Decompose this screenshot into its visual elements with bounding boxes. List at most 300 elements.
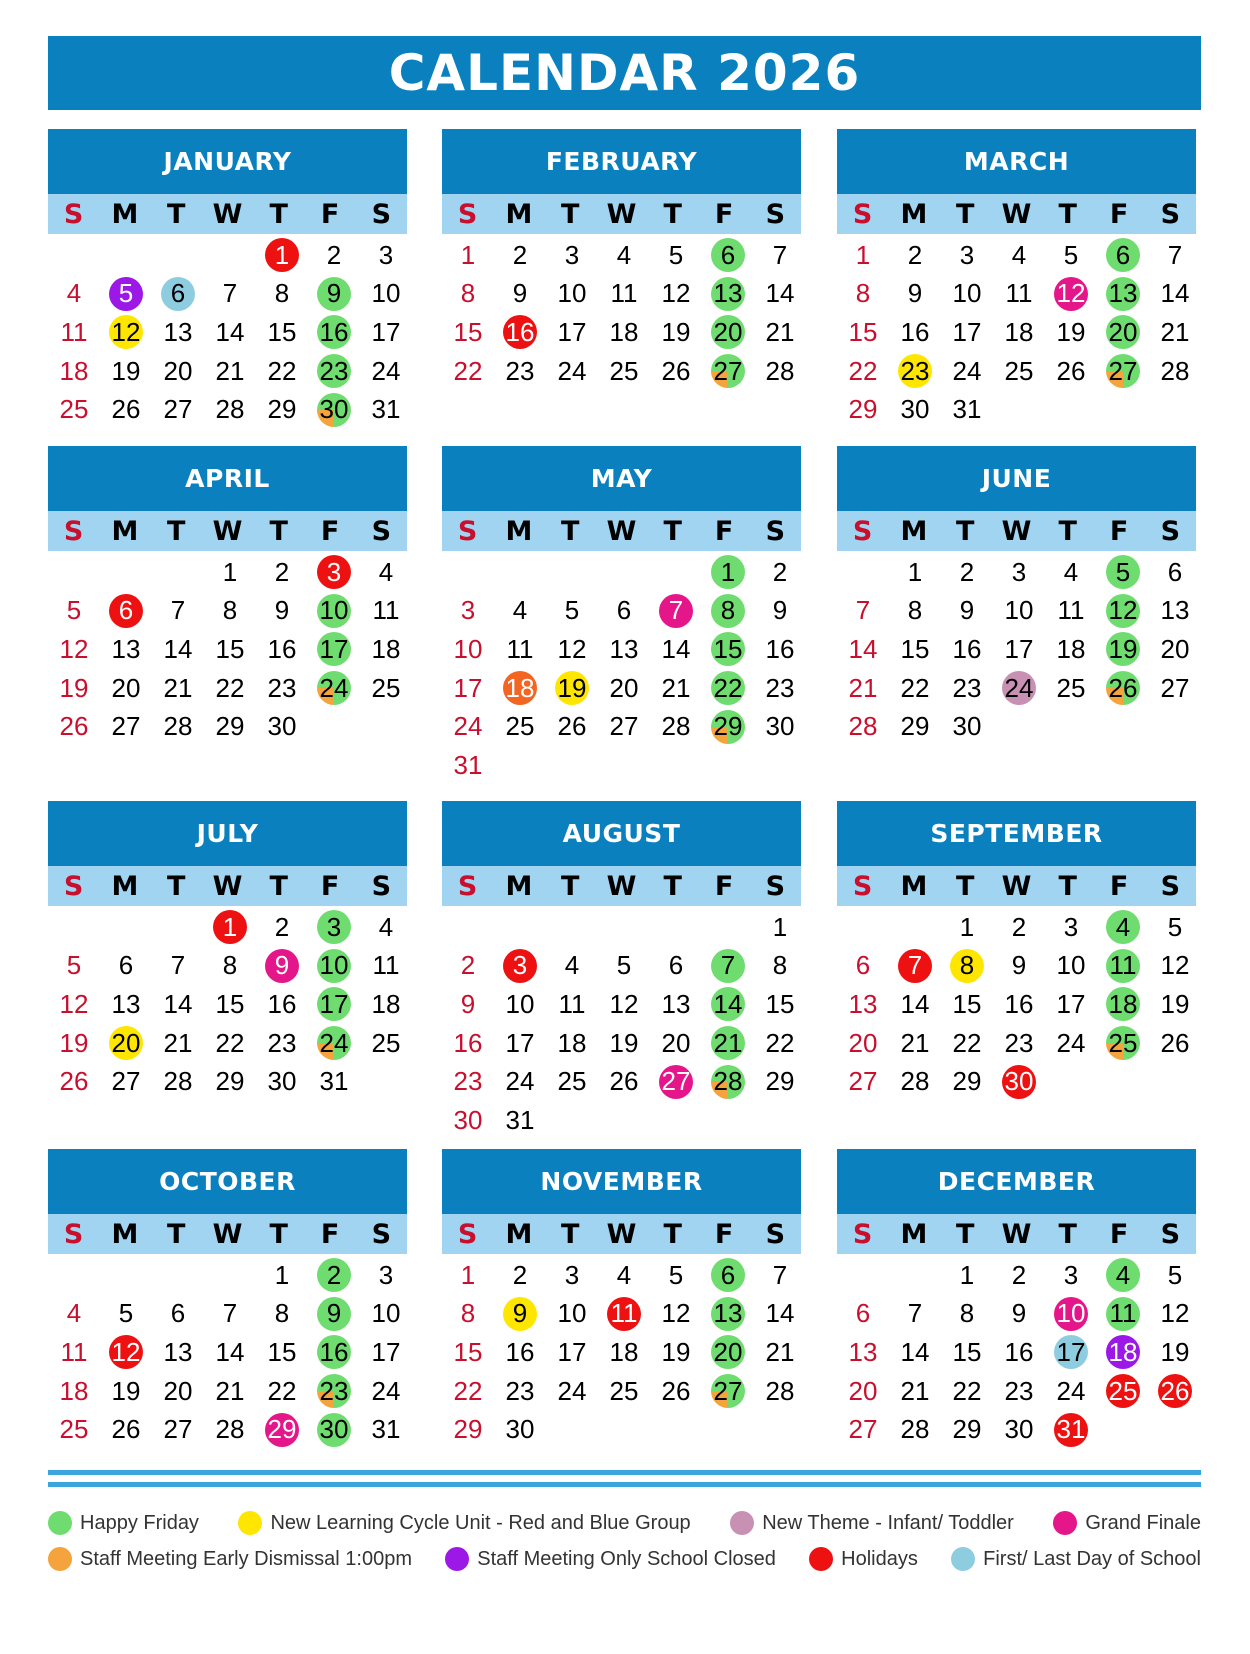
- day-cell: [546, 1256, 598, 1295]
- month-name: DECEMBER: [837, 1149, 1196, 1214]
- day-number: 5: [668, 239, 684, 270]
- day-cell: [889, 390, 941, 429]
- day-cell: [546, 352, 598, 391]
- day-number: 8: [720, 595, 736, 626]
- day-number: 5: [118, 278, 134, 309]
- day-cell: [152, 313, 204, 352]
- month-name: AUGUST: [442, 801, 801, 866]
- month-name: MARCH: [837, 129, 1196, 194]
- day-cell: [256, 1062, 308, 1101]
- day-number: 6: [855, 1298, 871, 1329]
- day-number: 31: [952, 394, 982, 425]
- day-number: 7: [1167, 239, 1183, 270]
- day-number: 11: [610, 1298, 638, 1329]
- day-cell: [889, 669, 941, 708]
- day-cell: [702, 313, 754, 352]
- day-number: 20: [661, 1027, 691, 1058]
- day-cell: [1149, 669, 1201, 708]
- day-cell: [754, 1024, 806, 1063]
- day-cell: [754, 553, 806, 592]
- day-cell: [889, 947, 941, 986]
- day-cell: [598, 1256, 650, 1295]
- empty-cell: [442, 553, 494, 592]
- weekday-label: T: [560, 870, 580, 902]
- day-cell: [1149, 236, 1201, 275]
- weekday-label: S: [1160, 1218, 1181, 1250]
- day-number: 17: [371, 1336, 401, 1367]
- day-cell: [993, 1410, 1045, 1449]
- day-number: 16: [1004, 988, 1034, 1019]
- weekday-label: S: [63, 870, 84, 902]
- month-april: [48, 446, 407, 746]
- day-number: 6: [616, 595, 632, 626]
- day-cell: [702, 1372, 754, 1411]
- day-number: 5: [564, 595, 580, 626]
- day-number: 29: [215, 711, 245, 742]
- day-number: 4: [66, 278, 82, 309]
- month-name: APRIL: [48, 446, 407, 511]
- weekday-label: F: [320, 198, 340, 230]
- day-number: 10: [1056, 950, 1086, 981]
- day-number: 8: [907, 595, 923, 626]
- day-number: 9: [326, 278, 342, 309]
- day-number: 4: [378, 911, 394, 942]
- day-number: 11: [1005, 278, 1033, 309]
- day-cell: [546, 592, 598, 631]
- day-number: 22: [952, 1375, 982, 1406]
- day-number: 12: [1108, 595, 1138, 626]
- empty-cell: [204, 1256, 256, 1295]
- day-cell: [546, 707, 598, 746]
- day-cell: [494, 1410, 546, 1449]
- day-cell: [598, 947, 650, 986]
- day-cell: [100, 275, 152, 314]
- day-number: 26: [609, 1066, 639, 1097]
- month-march: [837, 129, 1196, 429]
- day-cell: [100, 1372, 152, 1411]
- legend-dot-yellow: [238, 1511, 262, 1535]
- month-december: [837, 1149, 1196, 1449]
- day-number: 29: [267, 394, 297, 425]
- day-cell: [204, 1372, 256, 1411]
- day-cell: [941, 707, 993, 746]
- day-number: 29: [900, 711, 930, 742]
- day-number: 17: [371, 316, 401, 347]
- day-number: 3: [378, 239, 394, 270]
- day-number: 27: [661, 1066, 691, 1097]
- empty-cell: [598, 553, 650, 592]
- day-number: 23: [319, 355, 349, 386]
- day-cell: [754, 908, 806, 947]
- day-cell: [494, 1333, 546, 1372]
- day-cell: [598, 1062, 650, 1101]
- day-cell: [993, 947, 1045, 986]
- day-number: 9: [1011, 950, 1027, 981]
- day-cell: [837, 985, 889, 1024]
- day-cell: [598, 313, 650, 352]
- month-name: FEBRUARY: [442, 129, 801, 194]
- day-cell: [1097, 1024, 1149, 1063]
- day-number: 14: [215, 1336, 245, 1367]
- day-cell: [1045, 1295, 1097, 1334]
- day-cell: [650, 1256, 702, 1295]
- day-cell: [1149, 1256, 1201, 1295]
- day-cell: [993, 630, 1045, 669]
- day-grid: [442, 234, 801, 390]
- day-cell: [442, 236, 494, 275]
- day-number: 13: [848, 988, 878, 1019]
- day-number: 8: [772, 950, 788, 981]
- day-cell: [308, 1062, 360, 1101]
- legend-dot-green: [48, 1511, 72, 1535]
- day-number: 10: [505, 988, 535, 1019]
- day-cell: [360, 908, 412, 947]
- day-number: 13: [609, 633, 639, 664]
- day-number: 17: [1056, 988, 1086, 1019]
- day-cell: [442, 630, 494, 669]
- day-cell: [598, 707, 650, 746]
- day-number: 12: [609, 988, 639, 1019]
- day-number: 25: [609, 1375, 639, 1406]
- day-number: 8: [959, 1298, 975, 1329]
- day-cell: [152, 1410, 204, 1449]
- day-number: 1: [959, 1259, 975, 1290]
- day-cell: [204, 947, 256, 986]
- day-cell: [993, 592, 1045, 631]
- day-number: 15: [765, 988, 795, 1019]
- day-number: 23: [267, 1027, 297, 1058]
- day-number: 26: [1160, 1375, 1190, 1406]
- day-cell: [754, 1256, 806, 1295]
- day-cell: [941, 1024, 993, 1063]
- empty-cell: [48, 1256, 100, 1295]
- day-number: 17: [557, 1336, 587, 1367]
- day-cell: [360, 1256, 412, 1295]
- day-number: 8: [855, 278, 871, 309]
- day-number: 5: [1167, 911, 1183, 942]
- weekday-label: T: [269, 515, 288, 547]
- weekday-label: T: [1058, 515, 1077, 547]
- weekday-label: T: [955, 198, 975, 230]
- day-number: 29: [267, 1414, 297, 1445]
- day-cell: [494, 1372, 546, 1411]
- day-number: 19: [111, 355, 141, 386]
- day-cell: [889, 275, 941, 314]
- day-cell: [256, 1333, 308, 1372]
- day-number: 1: [959, 911, 975, 942]
- day-cell: [308, 908, 360, 947]
- day-cell: [494, 1256, 546, 1295]
- day-cell: [494, 985, 546, 1024]
- day-number: 30: [1004, 1066, 1034, 1097]
- day-cell: [889, 630, 941, 669]
- weekday-label: F: [1109, 515, 1129, 547]
- day-cell: [1097, 553, 1149, 592]
- day-cell: [598, 236, 650, 275]
- month-name: JUNE: [837, 446, 1196, 511]
- day-number: 22: [215, 672, 245, 703]
- day-cell: [442, 592, 494, 631]
- day-number: 19: [59, 672, 89, 703]
- day-cell: [1045, 313, 1097, 352]
- day-cell: [650, 985, 702, 1024]
- day-cell: [650, 275, 702, 314]
- day-number: 21: [215, 1375, 245, 1406]
- day-cell: [837, 1295, 889, 1334]
- weekday-label: T: [1058, 1218, 1077, 1250]
- day-cell: [754, 985, 806, 1024]
- day-number: 22: [267, 355, 297, 386]
- day-cell: [442, 352, 494, 391]
- day-number: 12: [59, 633, 89, 664]
- day-cell: [1045, 985, 1097, 1024]
- day-number: 1: [460, 1259, 476, 1290]
- day-cell: [1045, 1256, 1097, 1295]
- day-number: 25: [59, 1414, 89, 1445]
- day-cell: [993, 553, 1045, 592]
- weekday-label: W: [1001, 1218, 1032, 1250]
- day-number: 21: [713, 1027, 743, 1058]
- day-cell: [941, 1295, 993, 1334]
- day-cell: [494, 630, 546, 669]
- day-number: 24: [505, 1066, 535, 1097]
- weekday-header: [442, 511, 801, 551]
- month-september: [837, 801, 1196, 1101]
- day-number: 24: [1004, 672, 1034, 703]
- day-cell: [442, 1256, 494, 1295]
- legend-item: [730, 1511, 1014, 1535]
- day-number: 18: [59, 1375, 89, 1406]
- day-number: 6: [1115, 239, 1131, 270]
- day-cell: [152, 985, 204, 1024]
- day-number: 11: [60, 1336, 88, 1367]
- legend-item: [48, 1547, 412, 1571]
- day-number: 27: [848, 1066, 878, 1097]
- day-number: 13: [1108, 278, 1138, 309]
- day-cell: [754, 236, 806, 275]
- day-number: 5: [1115, 556, 1131, 587]
- day-cell: [360, 630, 412, 669]
- day-cell: [100, 669, 152, 708]
- day-number: 16: [453, 1027, 483, 1058]
- day-number: 14: [215, 316, 245, 347]
- month-name: NOVEMBER: [442, 1149, 801, 1214]
- day-number: 6: [170, 1298, 186, 1329]
- day-number: 7: [170, 950, 186, 981]
- day-cell: [702, 1062, 754, 1101]
- day-number: 20: [713, 1336, 743, 1367]
- empty-cell: [837, 908, 889, 947]
- day-cell: [360, 236, 412, 275]
- empty-cell: [48, 908, 100, 947]
- day-number: 2: [326, 1259, 342, 1290]
- day-grid: [837, 906, 1196, 1101]
- weekday-label: W: [1001, 515, 1032, 547]
- day-number: 9: [274, 950, 290, 981]
- weekday-label: T: [663, 870, 682, 902]
- day-cell: [204, 1024, 256, 1063]
- day-cell: [204, 390, 256, 429]
- day-cell: [152, 947, 204, 986]
- day-number: 18: [371, 988, 401, 1019]
- weekday-label: S: [457, 515, 478, 547]
- calendar-title: CALENDAR 2026: [48, 36, 1201, 110]
- day-number: 14: [765, 278, 795, 309]
- weekday-label: F: [1109, 870, 1129, 902]
- day-number: 6: [118, 950, 134, 981]
- day-cell: [204, 553, 256, 592]
- day-number: 24: [319, 1027, 349, 1058]
- day-number: 26: [59, 711, 89, 742]
- day-cell: [598, 275, 650, 314]
- day-cell: [1097, 313, 1149, 352]
- weekday-label: T: [663, 198, 682, 230]
- weekday-label: T: [663, 515, 682, 547]
- day-number: 5: [1063, 239, 1079, 270]
- day-cell: [204, 1333, 256, 1372]
- day-number: 1: [274, 239, 290, 270]
- day-cell: [48, 1372, 100, 1411]
- day-number: 31: [371, 394, 401, 425]
- empty-cell: [152, 1256, 204, 1295]
- day-number: 18: [1108, 988, 1138, 1019]
- empty-cell: [494, 908, 546, 947]
- day-number: 3: [1063, 1259, 1079, 1290]
- day-cell: [702, 985, 754, 1024]
- day-number: 9: [959, 595, 975, 626]
- day-number: 23: [505, 1375, 535, 1406]
- day-number: 23: [1004, 1027, 1034, 1058]
- day-number: 2: [460, 950, 476, 981]
- day-number: 18: [1004, 316, 1034, 347]
- day-number: 17: [505, 1027, 535, 1058]
- day-cell: [993, 985, 1045, 1024]
- day-cell: [100, 985, 152, 1024]
- day-number: 4: [378, 556, 394, 587]
- day-number: 15: [713, 633, 743, 664]
- day-cell: [256, 669, 308, 708]
- weekday-label: T: [560, 1218, 580, 1250]
- day-number: 1: [720, 556, 736, 587]
- day-cell: [48, 985, 100, 1024]
- day-number: 27: [713, 1375, 743, 1406]
- day-cell: [1149, 630, 1201, 669]
- day-number: 1: [772, 911, 788, 942]
- weekday-label: T: [166, 515, 186, 547]
- day-cell: [941, 1256, 993, 1295]
- day-number: 5: [616, 950, 632, 981]
- empty-cell: [100, 553, 152, 592]
- day-cell: [1149, 275, 1201, 314]
- day-number: 10: [557, 1298, 587, 1329]
- day-number: 28: [713, 1066, 743, 1097]
- month-february: [442, 129, 801, 390]
- day-cell: [48, 1062, 100, 1101]
- day-number: 15: [952, 1336, 982, 1367]
- day-number: 4: [1063, 556, 1079, 587]
- weekday-label: F: [714, 198, 734, 230]
- day-cell: [494, 947, 546, 986]
- month-october: [48, 1149, 407, 1449]
- day-cell: [837, 1062, 889, 1101]
- day-cell: [204, 1062, 256, 1101]
- day-cell: [204, 669, 256, 708]
- day-cell: [598, 985, 650, 1024]
- day-number: 7: [668, 595, 684, 626]
- day-cell: [308, 669, 360, 708]
- day-cell: [256, 1256, 308, 1295]
- day-number: 10: [557, 278, 587, 309]
- empty-cell: [494, 553, 546, 592]
- weekday-label: F: [320, 1218, 340, 1250]
- day-number: 30: [319, 394, 349, 425]
- weekday-header: [48, 194, 407, 234]
- day-cell: [48, 669, 100, 708]
- day-cell: [152, 1333, 204, 1372]
- day-number: 12: [661, 278, 691, 309]
- day-number: 20: [713, 316, 743, 347]
- weekday-label: S: [371, 870, 392, 902]
- day-number: 25: [505, 711, 535, 742]
- day-number: 27: [848, 1414, 878, 1445]
- day-cell: [993, 1295, 1045, 1334]
- weekday-label: S: [371, 515, 392, 547]
- day-number: 8: [222, 950, 238, 981]
- day-cell: [100, 1410, 152, 1449]
- legend-divider-top: [48, 1470, 1201, 1475]
- day-cell: [598, 669, 650, 708]
- weekday-header: [837, 866, 1196, 906]
- day-number: 19: [661, 316, 691, 347]
- day-number: 17: [1056, 1336, 1086, 1367]
- weekday-label: S: [457, 870, 478, 902]
- legend-row-2: [48, 1541, 1201, 1577]
- day-number: 26: [111, 1414, 141, 1445]
- day-number: 5: [1167, 1259, 1183, 1290]
- day-cell: [889, 1024, 941, 1063]
- day-number: 14: [900, 988, 930, 1019]
- day-cell: [837, 313, 889, 352]
- day-cell: [204, 592, 256, 631]
- weekday-label: W: [606, 870, 637, 902]
- day-cell: [598, 592, 650, 631]
- day-number: 22: [765, 1027, 795, 1058]
- weekday-label: M: [505, 515, 533, 547]
- day-cell: [48, 1024, 100, 1063]
- day-number: 2: [512, 1259, 528, 1290]
- day-number: 20: [111, 672, 141, 703]
- day-cell: [360, 352, 412, 391]
- day-number: 4: [1115, 911, 1131, 942]
- day-number: 7: [170, 595, 186, 626]
- day-cell: [256, 707, 308, 746]
- day-number: 15: [453, 1336, 483, 1367]
- day-number: 16: [319, 1336, 349, 1367]
- weekday-label: S: [1160, 870, 1181, 902]
- weekday-label: M: [111, 515, 139, 547]
- day-cell: [650, 669, 702, 708]
- day-number: 11: [1109, 1298, 1137, 1329]
- day-number: 9: [512, 278, 528, 309]
- day-cell: [546, 985, 598, 1024]
- day-number: 1: [855, 239, 871, 270]
- day-cell: [837, 1024, 889, 1063]
- day-cell: [702, 669, 754, 708]
- day-cell: [308, 1410, 360, 1449]
- day-number: 8: [222, 595, 238, 626]
- day-cell: [941, 390, 993, 429]
- day-number: 15: [215, 633, 245, 664]
